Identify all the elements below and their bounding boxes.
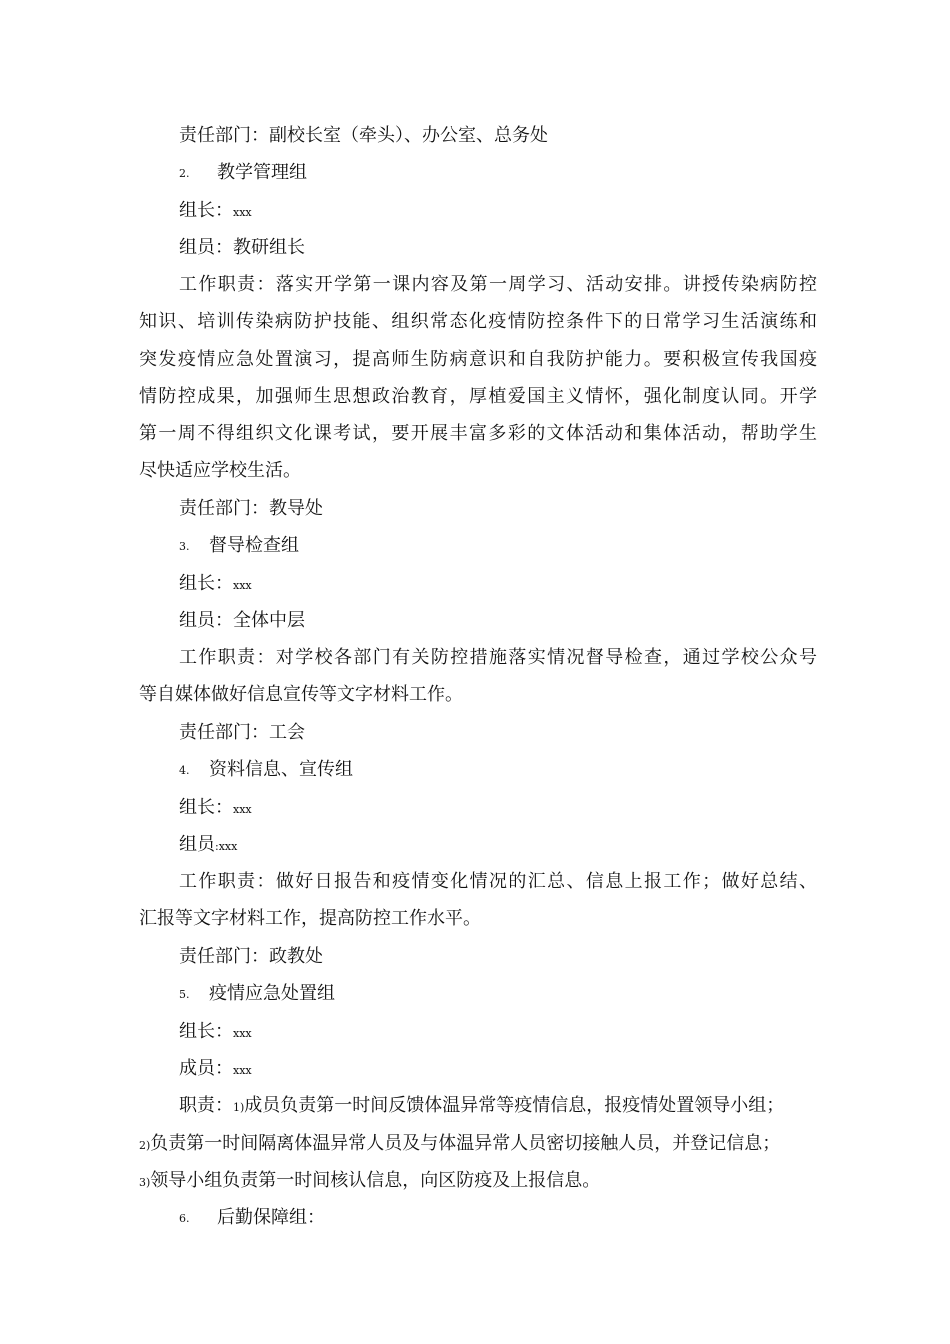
duty-line: 工作职责：做好日报告和疫情变化情况的汇总、信息上报工作；做好总结、 — [179, 871, 817, 892]
responsible-dept: 责任部门：政教处 — [179, 946, 323, 967]
group-members: 组员：教研组长 — [179, 237, 305, 258]
duty-line: 工作职责：落实开学第一课内容及第一周学习、活动安排。讲授传染病防控 — [179, 274, 817, 295]
section-number: 3. — [179, 540, 190, 553]
section-title: 资料信息、宣传组 — [209, 759, 353, 780]
group-members: 组员:xxx — [179, 834, 238, 855]
group-leader: 组长：xxx — [179, 1021, 252, 1042]
duty-line: 突发疫情应急处置演习，提高师生防病意识和自我防护能力。要积极宣传我国疫 — [139, 349, 817, 370]
section-number: 2. — [179, 167, 190, 180]
section-title: 督导检查组 — [209, 535, 299, 556]
group-leader: 组长：xxx — [179, 797, 252, 818]
duty-line: 汇报等文字材料工作，提高防控工作水平。 — [139, 908, 481, 929]
section-title: 疫情应急处置组 — [209, 983, 335, 1004]
group-leader: 组长：xxx — [179, 573, 252, 594]
section-number: 5. — [179, 988, 190, 1001]
responsible-dept: 责任部门：工会 — [179, 722, 305, 743]
section-title: 教学管理组 — [217, 162, 307, 183]
duty-line: 第一周不得组织文化课考试，要开展丰富多彩的文体活动和集体活动，帮助学生 — [139, 423, 817, 444]
duty-line: 2)负责第一时间隔离体温异常人员及与体温异常人员密切接触人员，并登记信息； — [139, 1133, 781, 1154]
group-members: 组员：全体中层 — [179, 610, 305, 631]
duty-line: 尽快适应学校生活。 — [139, 460, 301, 481]
section-number: 6. — [179, 1212, 190, 1225]
duty-line: 职责：1)成员负责第一时间反馈体温异常等疫情信息，报疫情处置领导小组； — [179, 1095, 785, 1116]
responsible-dept: 责任部门：副校长室（牵头）、办公室、总务处 — [179, 125, 548, 146]
duty-line: 知识、培训传染病防护技能、组织常态化疫情防控条件下的日常学习生活演练和 — [139, 311, 817, 332]
group-leader: 组长：xxx — [179, 200, 252, 221]
responsible-dept: 责任部门：教导处 — [179, 498, 323, 519]
group-members: 成员：xxx — [179, 1058, 252, 1079]
section-number: 4. — [179, 764, 190, 777]
duty-line: 等自媒体做好信息宣传等文字材料工作。 — [139, 684, 463, 705]
duty-line: 3)领导小组负责第一时间核认信息，向区防疫及上报信息。 — [139, 1170, 601, 1191]
duty-line: 工作职责：对学校各部门有关防控措施落实情况督导检查，通过学校公众号 — [179, 647, 817, 668]
section-title: 后勤保障组： — [217, 1207, 325, 1228]
duty-line: 情防控成果，加强师生思想政治教育，厚植爱国主义情怀，强化制度认同。开学 — [139, 386, 817, 407]
